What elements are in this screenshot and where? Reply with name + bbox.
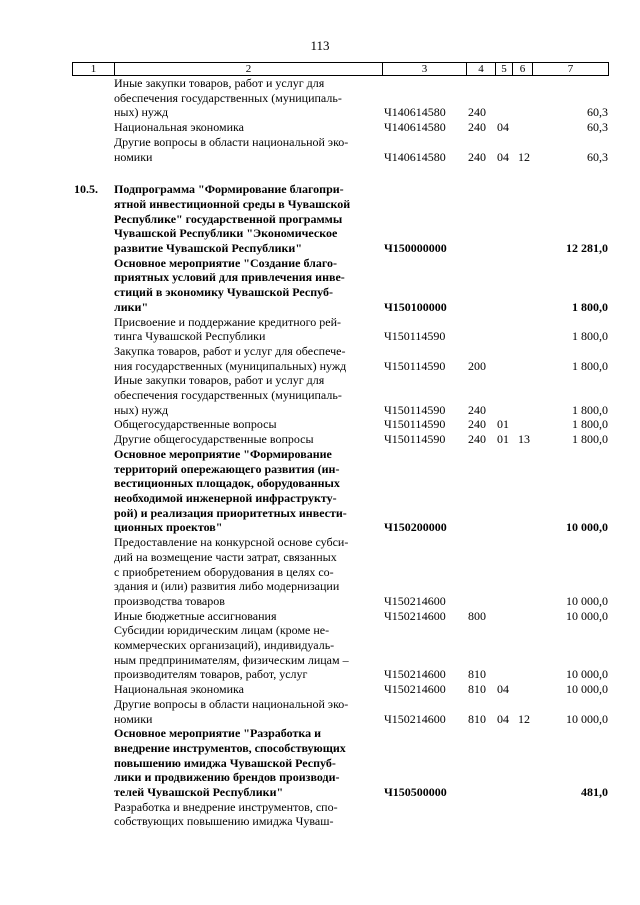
row-amount: 10 000,0 bbox=[566, 593, 608, 608]
row-section: 04 bbox=[497, 711, 509, 726]
row-expense-type: 240 bbox=[468, 149, 486, 164]
row-amount: 12 281,0 bbox=[566, 241, 608, 256]
row-target-code: Ч150114590 bbox=[384, 432, 446, 447]
row-amount: 60,3 bbox=[587, 120, 608, 135]
column-header-4: 4 bbox=[467, 63, 496, 76]
row-target-code: Ч140614580 bbox=[384, 149, 446, 164]
table-row bbox=[72, 535, 608, 609]
row-subsection: 12 bbox=[518, 149, 530, 164]
row-target-code: Ч140614580 bbox=[384, 120, 446, 135]
row-target-code: Ч150214600 bbox=[384, 711, 446, 726]
row-target-code: Ч140614580 bbox=[384, 105, 446, 120]
row-name: Подпрограмма "Формирование благопри- ятной инвестиционной среды в Чувашской Республике" государственной программы Чувашской Республики "Экономическое развитие Чувашской Республики" bbox=[114, 182, 351, 256]
row-name: Иные закупки товаров, работ и услуг для обеспечения государственных (муниципаль- ных) нужд bbox=[114, 373, 342, 417]
row-amount: 1 800,0 bbox=[572, 358, 608, 373]
table-row bbox=[72, 726, 608, 800]
row-amount: 1 800,0 bbox=[572, 402, 608, 417]
column-header-3: 3 bbox=[383, 63, 467, 76]
row-amount: 1 800,0 bbox=[572, 299, 608, 314]
row-name: Закупка товаров, работ и услуг для обеспече- ния государственных (муниципальных) нужд bbox=[114, 343, 347, 373]
column-header-table bbox=[72, 62, 609, 76]
row-expense-type: 810 bbox=[468, 667, 486, 682]
table-row bbox=[72, 120, 608, 135]
row-amount: 10 000,0 bbox=[566, 711, 608, 726]
row-target-code: Ч150214600 bbox=[384, 682, 446, 697]
row-name: Иные закупки товаров, работ и услуг для обеспечения государственных (муниципаль- ных) нужд bbox=[114, 76, 342, 120]
table-row bbox=[72, 373, 608, 417]
row-name: Другие общегосударственные вопросы bbox=[114, 432, 314, 447]
row-name: Разработка и внедрение инструментов, спо- собствующих повышению имиджа Чуваш- bbox=[114, 799, 338, 829]
row-name: Национальная экономика bbox=[114, 120, 244, 135]
row-section: 01 bbox=[497, 417, 509, 432]
row-target-code: Ч150200000 bbox=[384, 520, 447, 535]
row-target-code: Ч150000000 bbox=[384, 241, 447, 256]
row-expense-type: 240 bbox=[468, 120, 486, 135]
column-header-1: 1 bbox=[73, 63, 115, 76]
row-expense-type: 200 bbox=[468, 358, 486, 373]
row-name: Иные бюджетные ассигнования bbox=[114, 608, 277, 623]
row-target-code: Ч150214600 bbox=[384, 593, 446, 608]
row-expense-type: 800 bbox=[468, 608, 486, 623]
table-row bbox=[72, 682, 608, 697]
row-subsection: 13 bbox=[518, 432, 530, 447]
row-amount: 10 000,0 bbox=[566, 667, 608, 682]
column-header-5: 5 bbox=[496, 63, 513, 76]
row-amount: 10 000,0 bbox=[566, 520, 608, 535]
row-spacer bbox=[72, 164, 608, 182]
row-section: 01 bbox=[497, 432, 509, 447]
column-header-7: 7 bbox=[533, 63, 609, 76]
table-row bbox=[72, 697, 608, 726]
row-expense-type: 240 bbox=[468, 402, 486, 417]
row-amount: 60,3 bbox=[587, 149, 608, 164]
row-target-code: Ч150114590 bbox=[384, 417, 446, 432]
row-target-code: Ч150114590 bbox=[384, 358, 446, 373]
row-section: 04 bbox=[497, 149, 509, 164]
table-row bbox=[72, 417, 608, 432]
table-row bbox=[72, 76, 608, 120]
row-name: Общегосударственные вопросы bbox=[114, 417, 277, 432]
column-header-6: 6 bbox=[513, 63, 533, 76]
row-amount: 1 800,0 bbox=[572, 329, 608, 344]
row-name: Присвоение и поддержание кредитного рей- тинга Чувашской Республики bbox=[114, 314, 342, 344]
table-row bbox=[72, 432, 608, 447]
row-target-code: Ч150214600 bbox=[384, 667, 446, 682]
row-name: Субсидии юридическим лицам (кроме не- коммерческих организаций), индивидуаль- ным предпринимателям, физическим лицам – производителям товаров, работ, услуг bbox=[114, 623, 349, 682]
row-target-code: Ч150100000 bbox=[384, 299, 447, 314]
row-subsection: 12 bbox=[518, 711, 530, 726]
table-row bbox=[72, 447, 608, 535]
row-name: Основное мероприятие "Формирование территорий опережающего развития (ин- вестиционных площадок, оборудованных необходимой инженерной инфраструкту- рой) и реализация приоритетных инвести- ционных проектов" bbox=[114, 446, 347, 535]
table-row bbox=[72, 623, 608, 682]
row-name: Основное мероприятие "Разработка и внедрение инструментов, способствующих повышению имиджа Чувашской Респуб- лики и продвижению брендов производи- телей Чувашской Республики" bbox=[114, 726, 346, 800]
row-amount: 10 000,0 bbox=[566, 682, 608, 697]
row-amount: 1 800,0 bbox=[572, 417, 608, 432]
table-row bbox=[72, 609, 608, 624]
row-expense-type: 810 bbox=[468, 682, 486, 697]
column-header-2: 2 bbox=[115, 63, 383, 76]
row-expense-type: 240 bbox=[468, 432, 486, 447]
table-row bbox=[72, 315, 608, 344]
row-expense-type: 240 bbox=[468, 105, 486, 120]
table-row bbox=[72, 256, 608, 315]
row-target-code: Ч150114590 bbox=[384, 402, 446, 417]
row-amount: 481,0 bbox=[581, 785, 608, 800]
row-name: Другие вопросы в области национальной эко- номики bbox=[114, 696, 349, 726]
row-amount: 60,3 bbox=[587, 105, 608, 120]
row-name: Национальная экономика bbox=[114, 682, 244, 697]
row-target-code: Ч150214600 bbox=[384, 608, 446, 623]
row-amount: 10 000,0 bbox=[566, 608, 608, 623]
row-section: 04 bbox=[497, 120, 509, 135]
row-expense-type: 810 bbox=[468, 711, 486, 726]
page-number: 113 bbox=[310, 38, 330, 53]
row-section: 04 bbox=[497, 682, 509, 697]
table-row bbox=[72, 182, 608, 256]
table-row bbox=[72, 344, 608, 373]
row-expense-type: 240 bbox=[468, 417, 486, 432]
table-row bbox=[72, 800, 608, 829]
row-amount: 1 800,0 bbox=[572, 432, 608, 447]
row-number: 10.5. bbox=[74, 182, 98, 197]
row-name: Другие вопросы в области национальной эко- номики bbox=[114, 134, 349, 164]
budget-table-body bbox=[72, 76, 608, 829]
row-name: Основное мероприятие "Создание благо- приятных условий для привлечения инве- стиций в экономику Чувашской Респуб- лики" bbox=[114, 255, 345, 314]
table-row bbox=[72, 135, 608, 164]
row-target-code: Ч150500000 bbox=[384, 785, 447, 800]
row-name: Предоставление на конкурсной основе субси- дий на возмещение части затрат, связанных с приобретением оборудования в целях со- здания и (или) развития либо модернизации производства товаров bbox=[114, 535, 349, 608]
row-target-code: Ч150114590 bbox=[384, 329, 446, 344]
